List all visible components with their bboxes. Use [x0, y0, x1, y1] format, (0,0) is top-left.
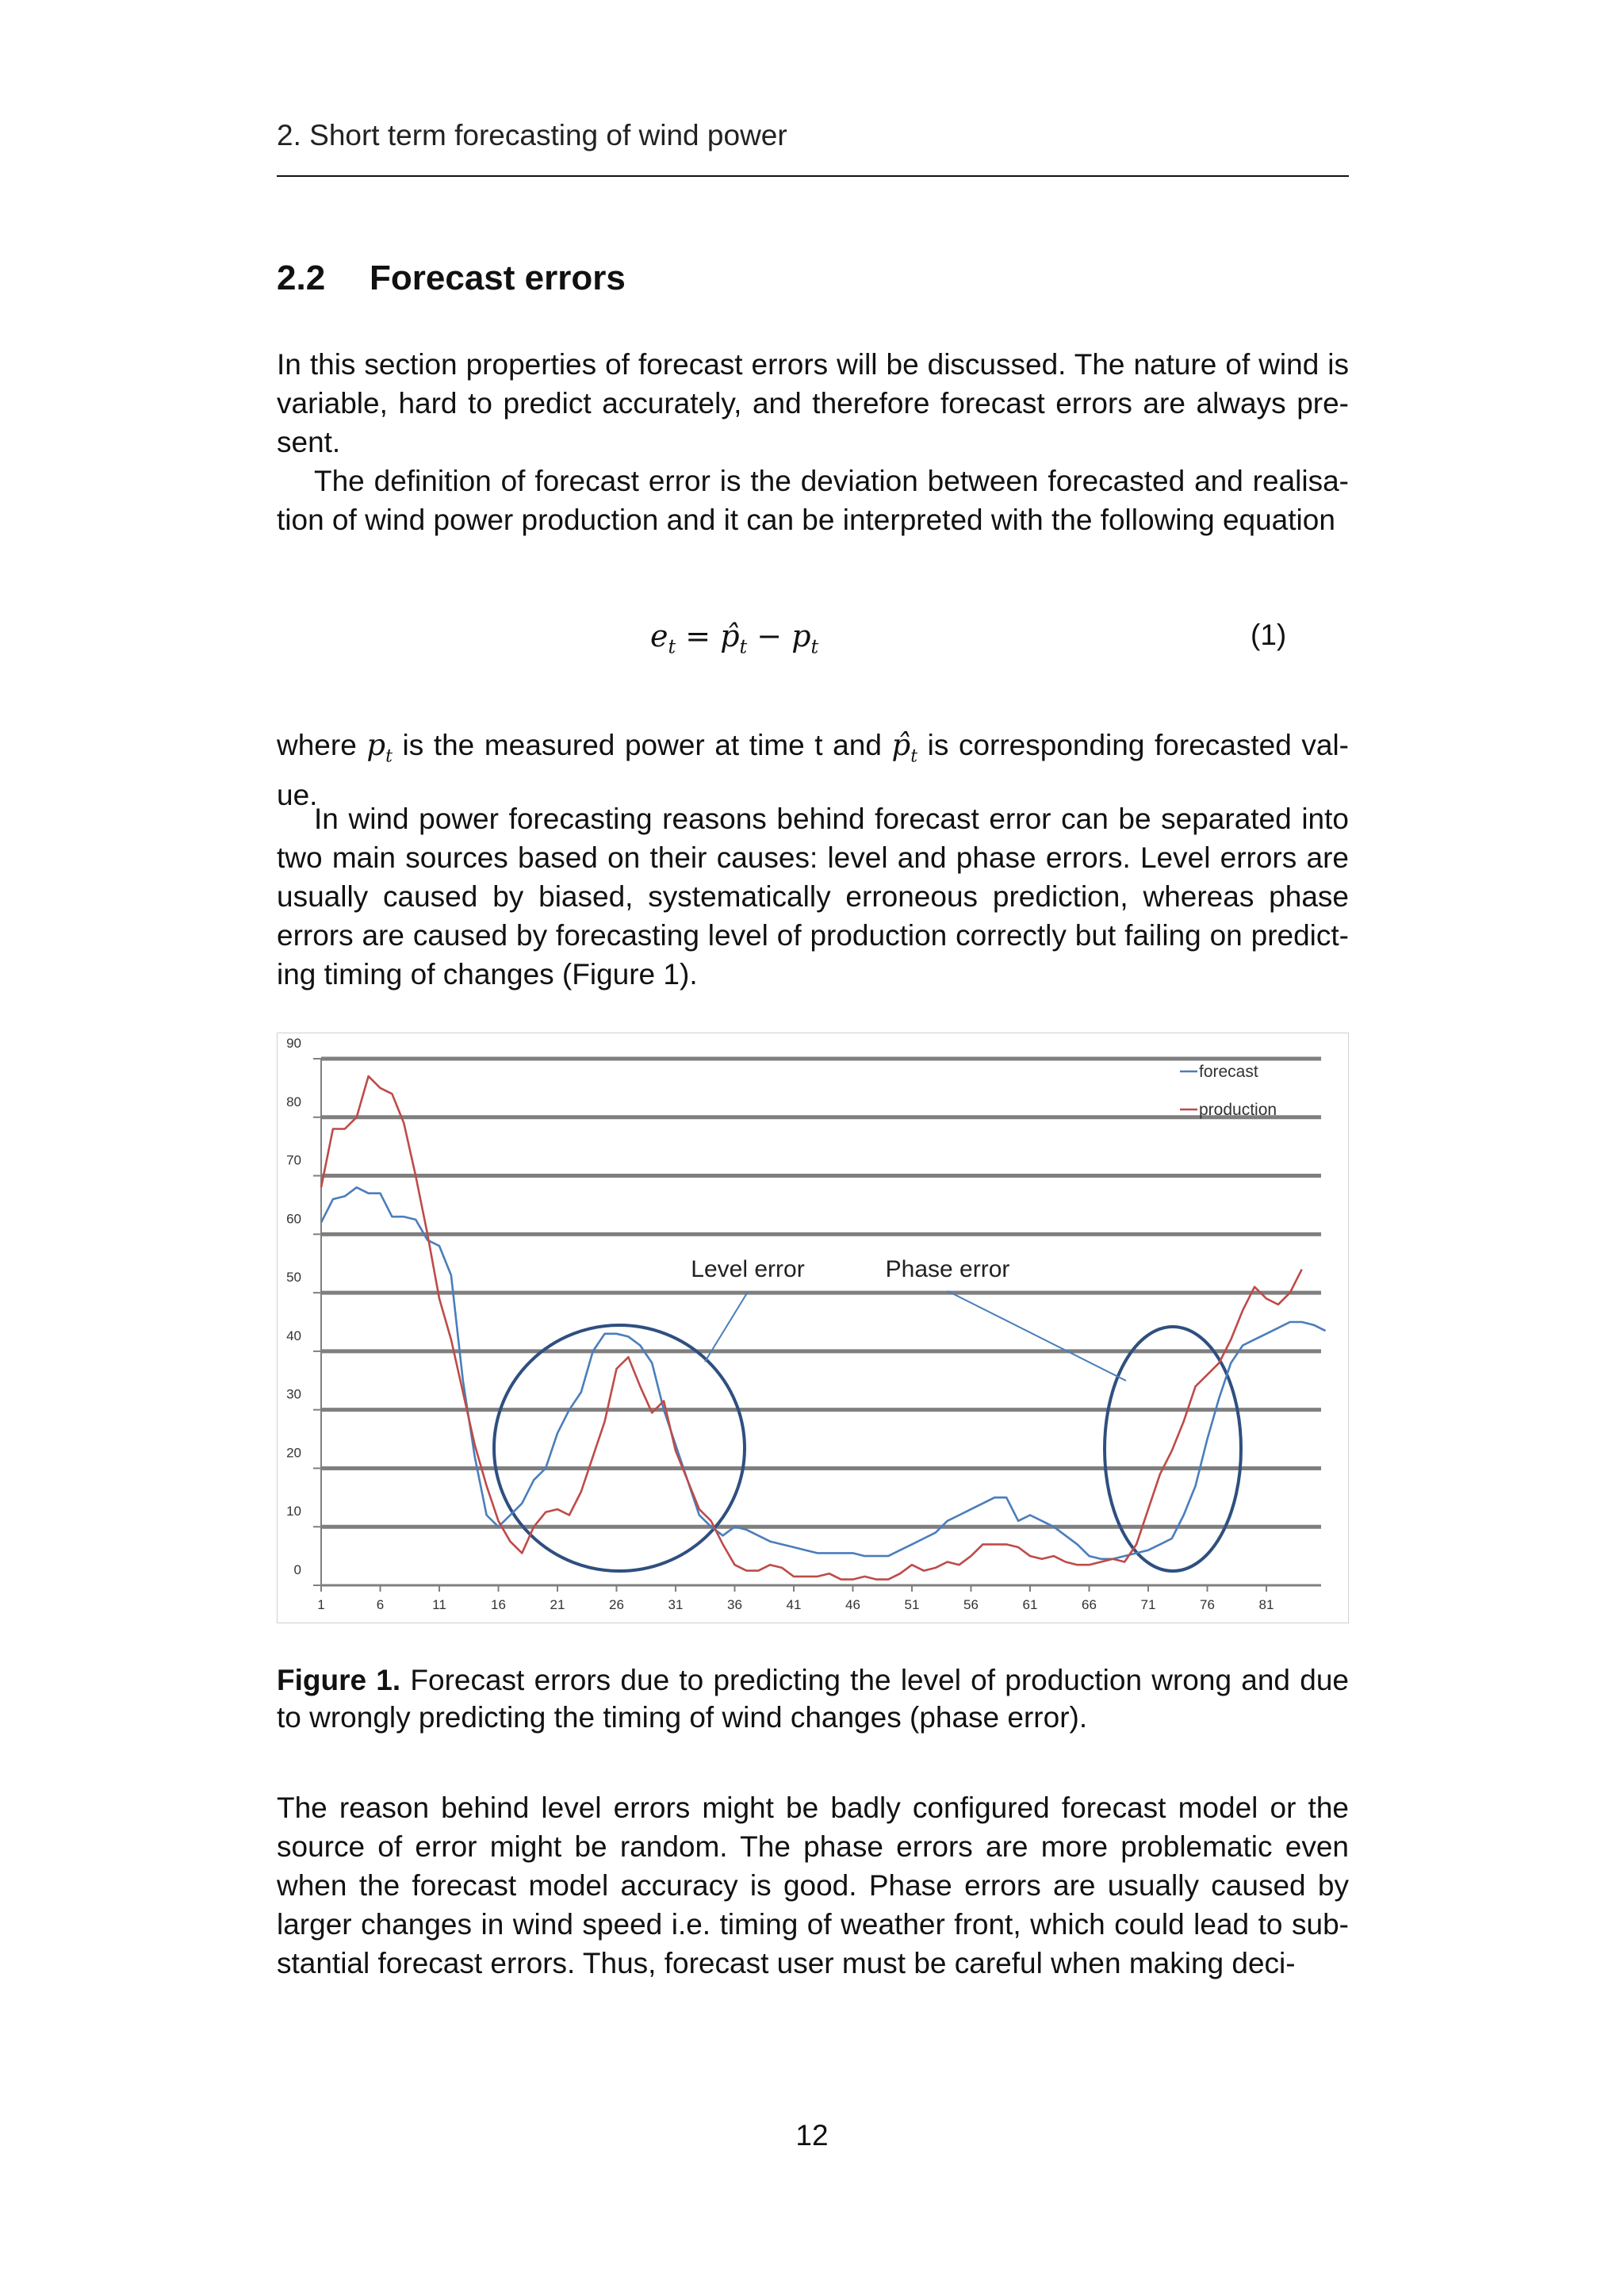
series-line-forecast: [321, 1187, 1326, 1559]
eq-minus: −: [756, 619, 783, 653]
section-heading: [277, 259, 626, 298]
eq-symbol-p: p: [791, 619, 811, 653]
where-text-3: is corresponding forecasted val-ue.: [277, 729, 1350, 812]
y-tick-label: 50: [286, 1270, 301, 1286]
y-tick-label: 40: [286, 1328, 301, 1343]
y-tick-label: 70: [286, 1152, 301, 1168]
eq-equals: =: [685, 619, 711, 653]
equation-forecast-error: [650, 619, 818, 658]
x-tick-label: 51: [904, 1597, 920, 1612]
section-number: 2.2: [277, 259, 326, 297]
caption-text: Forecast errors due to predicting the level of production wrong and due to wrongly predicting the timing of wind changes (phase error).: [277, 1664, 1349, 1734]
x-tick-label: 26: [609, 1597, 624, 1612]
caption-label: Figure 1.: [277, 1664, 401, 1696]
header-rule: [277, 175, 1349, 177]
figure-caption: [277, 1661, 1349, 1736]
x-tick-label: 61: [1022, 1597, 1038, 1612]
x-tick-label: 81: [1258, 1597, 1274, 1612]
eq-subscript: t: [739, 635, 748, 658]
x-tick-label: 31: [668, 1597, 684, 1612]
where-text-1: where: [277, 729, 367, 761]
y-tick-label: 30: [286, 1386, 301, 1402]
phase-error-label: Phase error: [885, 1256, 1010, 1282]
inline-subscript: t: [910, 746, 918, 767]
x-tick-label: 11: [432, 1597, 446, 1612]
x-tick-label: 46: [845, 1597, 860, 1612]
phase-error-pointer: [948, 1291, 1126, 1381]
x-tick-label: 6: [376, 1597, 385, 1612]
inline-subscript: t: [385, 746, 393, 767]
level-error-label: Level error: [691, 1256, 805, 1282]
x-tick-label: 1: [317, 1597, 325, 1612]
paragraph-error-sources: In wind power forecasting reasons behind forecast error can be separated into two main sources based on their causes: level and phase errors. Level errors are usually caused by biased, systematically erroneous prediction, whereas phase errors are caused by forecasting level of production correctly but failing on predict-ing timing of changes (Figure 1).: [277, 803, 1349, 991]
line-chart: [278, 1033, 1348, 1623]
paragraph-level-phase: The reason behind level errors might be badly configured forecast model or the source of error might be random. The phase errors are more problematic even when the forecast model accuracy is good. Phase errors are usually caused by larger changes in wind speed i.e. timing of weather front, which could lead to sub-stantial forecast errors. Thus, forecast user must be careful when making deci-: [277, 1791, 1349, 1979]
eq-subscript: t: [668, 635, 676, 658]
inline-symbol-p: p: [366, 728, 386, 762]
inline-symbol-p-hat: p̂: [891, 728, 911, 762]
equation-number: (1): [1251, 619, 1287, 651]
x-tick-label: 16: [491, 1597, 506, 1612]
where-text-2: is the measured power at time t and: [392, 729, 892, 761]
y-tick-label: 10: [286, 1504, 301, 1519]
x-tick-label: 21: [550, 1597, 565, 1612]
paragraph-intro: In this section properties of forecast errors will be discussed. The nature of wind is variable, hard to predict accurately, and therefore forecast errors are always pre-sent.: [277, 348, 1349, 458]
section-title: Forecast errors: [370, 259, 626, 297]
page-number: 12: [795, 2119, 829, 2152]
legend-label-forecast: forecast: [1199, 1063, 1258, 1081]
eq-symbol-e: e: [650, 619, 668, 653]
y-tick-label: 90: [286, 1036, 301, 1051]
eq-subscript: t: [810, 635, 819, 658]
paragraph-definition: The definition of forecast error is the deviation between forecasted and realisa-tion of wind power production and it can be interpreted with the following equation: [277, 465, 1349, 536]
running-header: 2. Short term forecasting of wind power: [277, 119, 787, 151]
y-tick-label: 20: [286, 1445, 301, 1461]
x-tick-label: 71: [1140, 1597, 1156, 1612]
y-tick-label: 60: [286, 1211, 301, 1227]
x-tick-label: 36: [727, 1597, 742, 1612]
x-tick-label: 76: [1200, 1597, 1215, 1612]
eq-symbol-p-hat: p̂: [720, 619, 740, 653]
legend-label-production: production: [1199, 1101, 1277, 1119]
x-tick-label: 56: [963, 1597, 979, 1612]
figure-1-chart: [277, 1033, 1349, 1623]
x-tick-label: 41: [786, 1597, 802, 1612]
series-line-production: [321, 1076, 1302, 1580]
y-tick-label: 80: [286, 1094, 301, 1109]
x-tick-label: 66: [1082, 1597, 1097, 1612]
y-tick-label: 0: [293, 1562, 301, 1577]
